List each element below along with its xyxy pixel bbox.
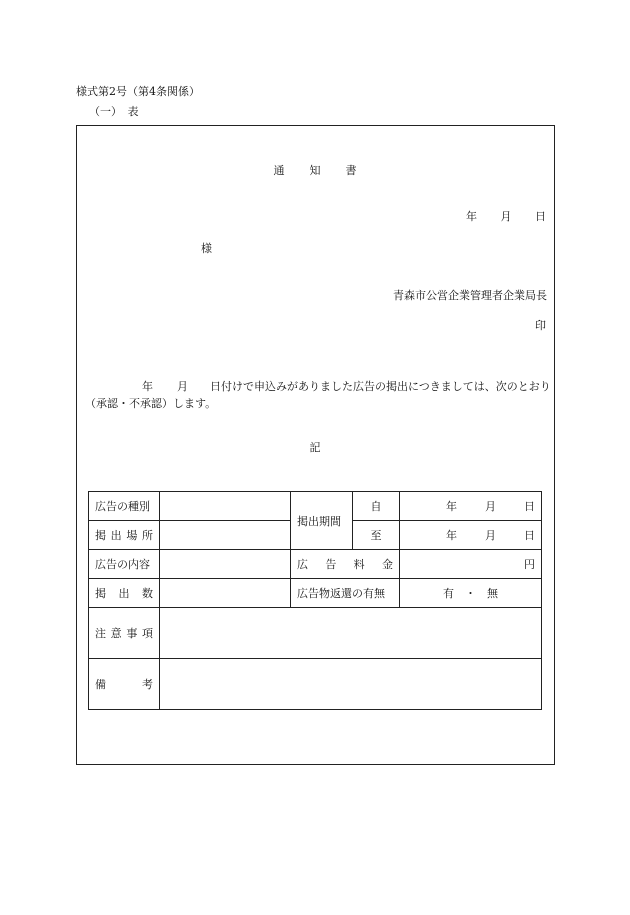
to-day: 日: [524, 529, 535, 542]
ad-type-label: 広告の種別: [89, 492, 160, 521]
addressee-suffix: 様: [201, 242, 212, 255]
fee-label: 広告料金: [291, 550, 400, 579]
location-label: 掲出場所: [89, 521, 160, 550]
issuer-title: 青森市公営企業管理者企業局長: [393, 289, 547, 302]
from-month: 月: [485, 500, 496, 513]
return-label: 広告物返還の有無: [291, 579, 400, 608]
table-row: [89, 492, 542, 521]
return-options: 有 ・ 無: [400, 579, 542, 608]
period-from-date: [400, 492, 542, 521]
ad-type-value: [160, 492, 291, 521]
period-to-date: [400, 521, 542, 550]
remarks-value: [160, 659, 542, 710]
details-table: [88, 491, 542, 710]
table-row: [89, 608, 542, 659]
notes-label: 注意事項: [89, 608, 160, 659]
period-from-label: 自: [353, 492, 400, 521]
from-day: 日: [524, 500, 535, 513]
issue-date-month: 月: [500, 210, 512, 223]
form-number-label: 様式第2号（第4条関係）: [76, 85, 200, 98]
notes-value: [160, 608, 542, 659]
table-row: [89, 659, 542, 710]
period-label: 掲出期間: [291, 492, 353, 550]
content-value: [160, 550, 291, 579]
seal-mark: 印: [535, 319, 546, 332]
ki-heading: 記: [309, 441, 321, 454]
count-value: [160, 579, 291, 608]
body-year: 年: [142, 380, 153, 393]
to-month: 月: [485, 529, 496, 542]
notice-body: [85, 378, 551, 412]
table-row: [89, 579, 542, 608]
from-year: 年: [446, 500, 457, 513]
table-row: [89, 550, 542, 579]
fee-unit: 円: [400, 550, 542, 579]
to-year: 年: [446, 529, 457, 542]
remarks-label: 備考: [89, 659, 160, 710]
count-label: 掲出数: [89, 579, 160, 608]
document-title: 通知書: [273, 164, 382, 177]
location-value: [160, 521, 291, 550]
content-label: 広告の内容: [89, 550, 160, 579]
issue-date: [466, 211, 546, 222]
body-month: 月: [177, 380, 188, 393]
issue-date-day: 日: [535, 210, 546, 223]
page-side-label: （一） 表: [89, 105, 139, 118]
period-to-label: 至: [353, 521, 400, 550]
body-text: 日付けで申込みがありました広告の掲出につきましては、次のとおり（承認・不承認）します。: [85, 380, 551, 410]
issue-date-year: 年: [466, 210, 477, 223]
